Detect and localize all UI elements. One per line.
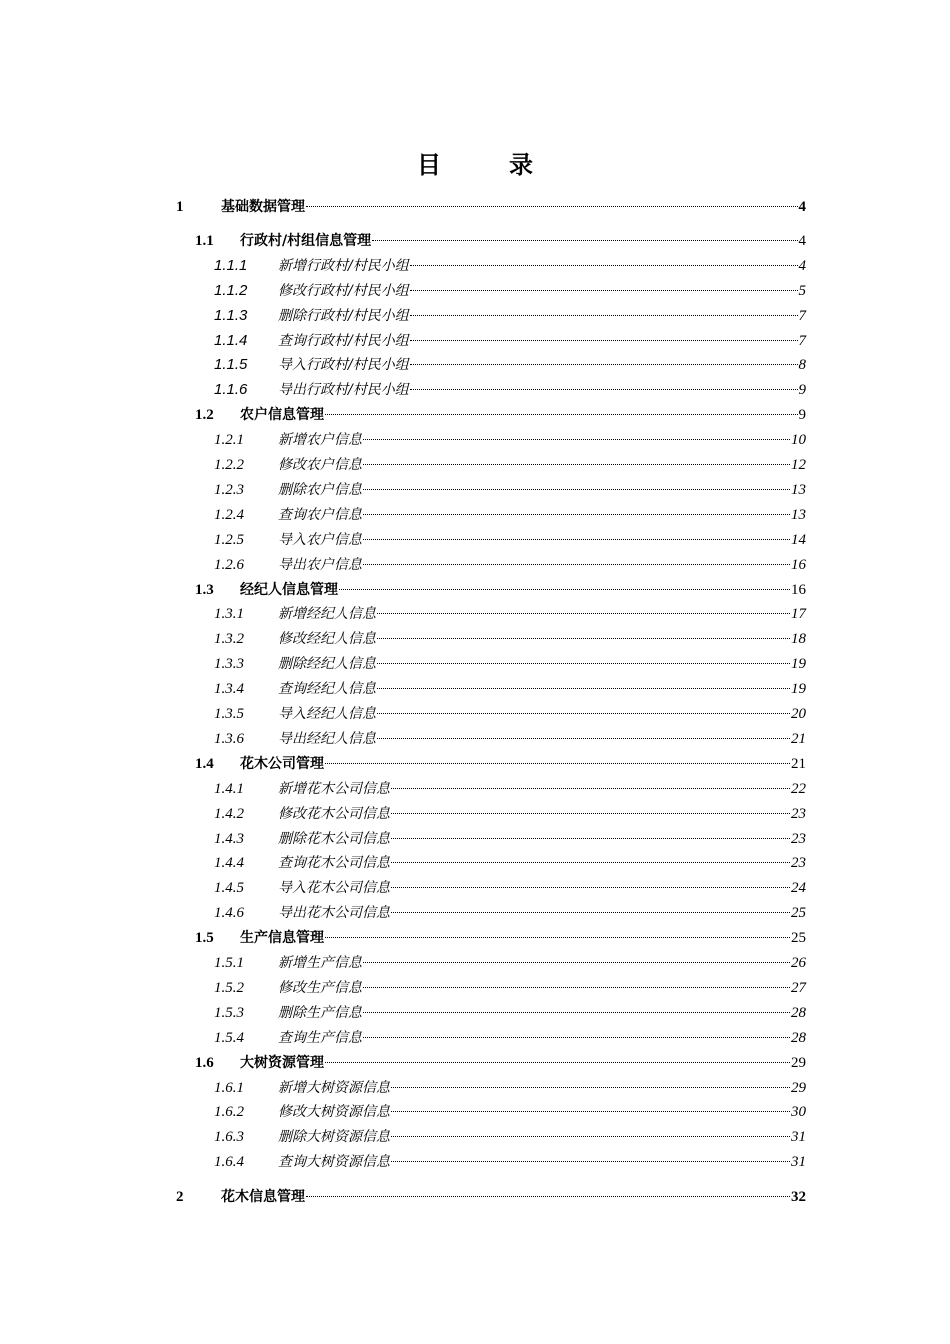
toc-entry-title: 导入花木公司信息 [278,880,390,896]
toc-entry[interactable] [214,1101,806,1123]
toc-entry[interactable] [214,828,806,850]
toc-entry-title: 删除经纪人信息 [278,656,376,672]
toc-entry[interactable] [195,230,806,252]
toc-entry-number: 1.6.4 [214,1154,244,1170]
dot-leader [363,962,790,963]
toc-entry[interactable] [214,255,806,277]
toc-entry-number: 1.4.2 [214,806,244,822]
toc-entry[interactable] [214,1077,806,1099]
toc-entry-number: 1.3.5 [214,706,244,722]
dot-leader [363,987,790,988]
toc-entry-number: 1.5.2 [214,980,244,996]
toc-entry[interactable] [214,852,806,874]
dot-leader [363,439,790,440]
toc-entry-number: 1.3.2 [214,631,244,647]
toc-entry-title: 删除行政村/村民小组 [278,308,409,324]
toc-entry-page: 16 [791,557,806,573]
toc-entry-number: 1.5.1 [214,955,244,971]
toc-entry-page: 31 [791,1129,806,1145]
dot-leader [377,638,790,639]
toc-entry-number: 1.6.2 [214,1104,244,1120]
dot-leader [325,1062,790,1063]
toc-entry[interactable] [195,927,806,949]
toc-entry[interactable] [214,803,806,825]
toc-entry[interactable] [214,678,806,700]
toc-entry-number: 1.2.3 [214,482,244,498]
toc-entry-title: 花木信息管理 [221,1189,305,1205]
dot-leader [410,315,798,316]
toc-entry-number: 1.1.1 [214,257,248,274]
toc-entry-page: 17 [791,606,806,622]
toc-entry[interactable] [214,429,806,451]
toc-entry-number: 1.1.6 [214,381,248,398]
toc-entry-number: 1.1 [195,233,214,249]
toc-entry-page: 9 [798,407,806,423]
toc-entry-page: 31 [791,1154,806,1170]
dot-leader [377,688,790,689]
toc-entry-number: 1.2 [195,407,214,423]
toc-entry-title: 大树资源管理 [240,1055,324,1071]
page-title: 目 录 [417,151,555,179]
toc-entry-title: 生产信息管理 [240,930,324,946]
toc-entry[interactable] [195,579,806,601]
toc-entry-page: 22 [791,781,806,797]
toc-entry-page: 27 [791,980,806,996]
toc-entry-title: 新增农户信息 [278,432,362,448]
toc-entry-number: 1.2.4 [214,507,244,523]
toc-entry-title: 修改花木公司信息 [278,806,390,822]
dot-leader [306,1196,790,1197]
toc-entry[interactable] [214,977,806,999]
toc-entry-title: 查询经纪人信息 [278,681,376,697]
dot-leader [391,912,790,913]
toc-entry-number: 1.5 [195,930,214,946]
toc-entry-title: 查询大树资源信息 [278,1154,390,1170]
dot-leader [339,589,790,590]
toc-entry-title: 导出经纪人信息 [278,731,376,747]
toc-entry-number: 1.5.3 [214,1005,244,1021]
toc-entry[interactable] [214,379,806,401]
dot-leader [377,713,790,714]
toc-entry[interactable] [214,703,806,725]
toc-entry-page: 12 [791,457,806,473]
toc-entry-number: 2 [176,1189,184,1205]
toc-entry-title: 修改大树资源信息 [278,1104,390,1120]
toc-entry-page: 5 [798,283,806,299]
dot-leader [372,240,797,241]
toc-entry[interactable] [214,1126,806,1148]
toc-entry-title: 修改生产信息 [278,980,362,996]
dot-leader [391,813,790,814]
toc-entry-title: 查询花木公司信息 [278,855,390,871]
toc-entry-title: 新增生产信息 [278,955,362,971]
dot-leader [410,364,798,365]
toc-entry-title: 删除生产信息 [278,1005,362,1021]
dot-leader [391,1111,790,1112]
toc-entry-title: 删除农户信息 [278,482,362,498]
toc-entry-number: 1.1.2 [214,282,248,299]
toc-entry-title: 导出农户信息 [278,557,362,573]
toc-entry-title: 删除花木公司信息 [278,831,390,847]
toc-entry-page: 8 [798,357,806,373]
toc-entry-page: 4 [798,258,806,274]
toc-entry-number: 1.1.5 [214,356,248,373]
toc-entry[interactable] [214,628,806,650]
toc-entry-page: 13 [791,507,806,523]
toc-entry[interactable] [214,454,806,476]
toc-entry[interactable] [214,728,806,750]
toc-entry-page: 28 [791,1030,806,1046]
toc-entry-number: 1.6.1 [214,1080,244,1096]
toc-entry-number: 1.6.3 [214,1129,244,1145]
dot-leader [325,763,790,764]
toc-entry-page: 32 [791,1189,806,1205]
toc-entry[interactable] [214,877,806,899]
toc-entry-number: 1.3.1 [214,606,244,622]
toc-entry-number: 1.1.4 [214,332,248,349]
dot-leader [377,663,790,664]
toc-entry-page: 21 [791,756,806,772]
toc-entry-title: 新增大树资源信息 [278,1080,390,1096]
toc-entry-title: 导入行政村/村民小组 [278,357,409,373]
dot-leader [391,862,790,863]
toc-entry-title: 经纪人信息管理 [240,582,338,598]
toc-entry-number: 1.2.2 [214,457,244,473]
toc-entry[interactable] [214,778,806,800]
toc-entry-page: 13 [791,482,806,498]
toc-entry-page: 18 [791,631,806,647]
toc-entry[interactable] [176,196,806,218]
toc-entry-page: 25 [791,905,806,921]
toc-entry-title: 查询行政村/村民小组 [278,333,409,349]
toc-entry[interactable] [214,354,806,376]
dot-leader [363,464,790,465]
toc-entry-title: 农户信息管理 [240,407,324,423]
toc-entry-number: 1.3.6 [214,731,244,747]
toc-entry-title: 删除大树资源信息 [278,1129,390,1145]
toc-entry-number: 1.4.6 [214,905,244,921]
dot-leader [325,414,798,415]
toc-entry-title: 导入农户信息 [278,532,362,548]
toc-entry-title: 导入经纪人信息 [278,706,376,722]
toc-entry-page: 7 [798,333,806,349]
toc-entry-number: 1.2.6 [214,557,244,573]
toc-entry-number: 1 [176,199,184,215]
toc-entry-title: 新增花木公司信息 [278,781,390,797]
dot-leader [363,539,790,540]
toc-entry-number: 1.5.4 [214,1030,244,1046]
toc-entry[interactable] [214,902,806,924]
toc-entry-title: 查询农户信息 [278,507,362,523]
dot-leader [391,1087,790,1088]
toc-entry-page: 4 [798,233,806,249]
toc-entry-number: 1.3.3 [214,656,244,672]
dot-leader [391,788,790,789]
toc-entry-number: 1.3 [195,582,214,598]
toc-entry-page: 23 [791,831,806,847]
toc-entry[interactable] [214,330,806,352]
toc-entry-number: 1.4.1 [214,781,244,797]
toc-entry-number: 1.2.1 [214,432,244,448]
toc-entry-number: 1.1.3 [214,307,248,324]
dot-leader [363,514,790,515]
toc-entry[interactable] [214,554,806,576]
toc-entry[interactable] [214,280,806,302]
toc-entry-number: 1.4 [195,756,214,772]
toc-entry-page: 10 [791,432,806,448]
toc-entry[interactable] [176,1186,806,1208]
toc-entry-page: 19 [791,656,806,672]
toc-entry[interactable] [214,1027,806,1049]
toc-entry-page: 29 [791,1055,806,1071]
toc-entry[interactable] [214,529,806,551]
toc-entry-page: 9 [798,382,806,398]
dot-leader [363,1012,790,1013]
toc-entry-number: 1.4.5 [214,880,244,896]
dot-leader [391,887,790,888]
toc-entry[interactable] [214,1002,806,1024]
toc-entry-title: 查询生产信息 [278,1030,362,1046]
toc-entry-title: 行政村/村组信息管理 [240,233,372,249]
toc-entry[interactable] [195,753,806,775]
toc-entry-page: 7 [798,308,806,324]
toc-entry-title: 基础数据管理 [221,199,305,215]
toc-entry-page: 4 [798,199,806,215]
toc-entry-page: 26 [791,955,806,971]
dot-leader [363,1037,790,1038]
toc-entry-page: 24 [791,880,806,896]
toc-entry-number: 1.3.4 [214,681,244,697]
dot-leader [410,265,798,266]
toc-entry-title: 修改经纪人信息 [278,631,376,647]
toc-entry-page: 25 [791,930,806,946]
toc-entry-page: 23 [791,855,806,871]
toc-entry[interactable] [214,1151,806,1173]
dot-leader [325,937,790,938]
dot-leader [391,838,790,839]
toc-entry[interactable] [214,653,806,675]
dot-leader [410,389,798,390]
toc-entry-page: 29 [791,1080,806,1096]
toc-entry[interactable] [214,952,806,974]
toc-entry-title: 导出花木公司信息 [278,905,390,921]
dot-leader [377,613,790,614]
toc-entry-number: 1.4.4 [214,855,244,871]
toc-entry[interactable] [214,603,806,625]
toc-entry-title: 修改农户信息 [278,457,362,473]
toc-entry-title: 修改行政村/村民小组 [278,283,409,299]
toc-entry[interactable] [195,1052,806,1074]
toc-entry-page: 16 [791,582,806,598]
dot-leader [306,206,798,207]
toc-entry-number: 1.2.5 [214,532,244,548]
toc-entry-page: 21 [791,731,806,747]
dot-leader [410,290,798,291]
toc-entry-title: 导出行政村/村民小组 [278,382,409,398]
dot-leader [363,564,790,565]
dot-leader [391,1136,790,1137]
toc-entry[interactable] [214,504,806,526]
toc-entry-page: 19 [791,681,806,697]
toc-entry-title: 新增行政村/村民小组 [278,258,409,274]
toc-entry-page: 14 [791,532,806,548]
toc-entry[interactable] [195,404,806,426]
dot-leader [410,340,798,341]
dot-leader [391,1161,790,1162]
toc-entry-page: 30 [791,1104,806,1120]
dot-leader [363,489,790,490]
toc-entry-page: 23 [791,806,806,822]
toc-entry-number: 1.4.3 [214,831,244,847]
toc-entry-title: 花木公司管理 [240,756,324,772]
toc-entry-page: 28 [791,1005,806,1021]
toc-entry[interactable] [214,305,806,327]
toc-entry-title: 新增经纪人信息 [278,606,376,622]
toc-entry-number: 1.6 [195,1055,214,1071]
dot-leader [377,738,790,739]
toc-entry[interactable] [214,479,806,501]
toc-entry-page: 20 [791,706,806,722]
